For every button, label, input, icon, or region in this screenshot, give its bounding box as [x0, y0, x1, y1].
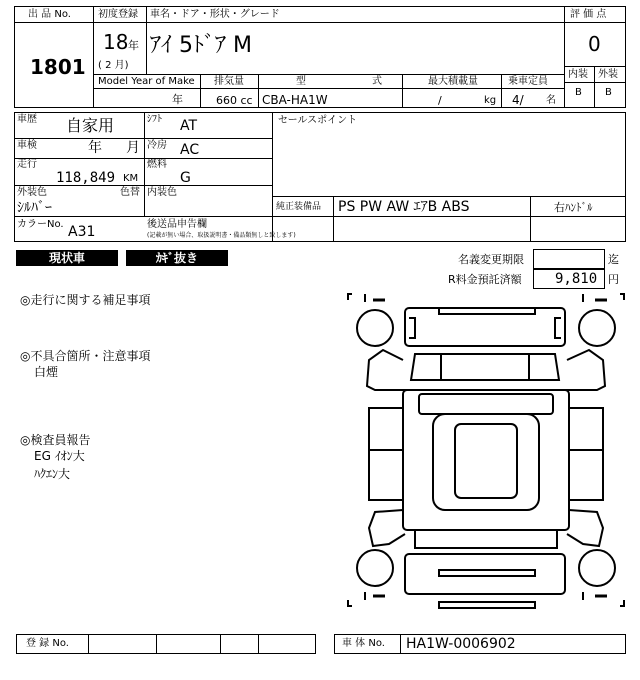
equipment-label: 純正装備品 [276, 202, 322, 212]
inspector-line-2: ﾊｸｴﾝ大 [34, 467, 71, 481]
ac: AC [180, 142, 200, 158]
displacement: 660 cc [216, 94, 253, 107]
max-load: / [438, 94, 442, 107]
steering: 右ﾊﾝﾄﾞﾙ [554, 201, 593, 214]
defects-text: 白煙 [34, 365, 59, 379]
car-name: ｱｲ 5ﾄﾞｱ M [150, 33, 252, 58]
registration-label: 登 録 No. [26, 638, 69, 649]
recycle-value: 9,810 [555, 271, 598, 287]
inspection-label: 車検 [17, 140, 37, 151]
shift: AT [180, 118, 198, 134]
recycle-label: R料金預託済額 [448, 273, 522, 286]
name-change-value-box [533, 249, 605, 269]
mileage: 118,849 [56, 170, 116, 186]
sales-point-label: セールスポイント [278, 115, 358, 126]
recycle-unit: 円 [608, 273, 619, 286]
model-label-b: 式 [372, 76, 382, 87]
history: 自家用 [66, 116, 115, 135]
fuel-label: 燃料 [147, 159, 167, 170]
fuel: G [180, 170, 191, 186]
driving-notes-title: ◎走行に関する補足事項 [20, 293, 151, 307]
interior-grade: B [575, 87, 582, 98]
lot-no-label: 出 品 No. [28, 9, 71, 20]
ac-label: 冷房 [147, 140, 167, 151]
capacity: 4/ [512, 93, 524, 107]
color-code: A31 [68, 224, 96, 240]
ext-color-label: 外装色 [17, 187, 47, 198]
max-load-unit: kg [484, 95, 497, 106]
post-delivery-note: (記載が無い場合、取扱説明書・備品類無しと致します) [147, 232, 296, 239]
name-change-label: 名義変更期限 [458, 253, 524, 266]
interior-label: 内装 [568, 69, 588, 80]
chassis-no: HA1W-0006902 [406, 636, 516, 652]
current-state-badge: 現状車 [16, 250, 118, 266]
color-code-label: カラーNo. [17, 219, 64, 230]
exterior-grade: B [605, 87, 612, 98]
post-delivery-label: 後送品申告欄 [147, 219, 207, 230]
car-name-label: 車名・ドア・形状・グレード [150, 9, 280, 20]
defects-title: ◎不具合箇所・注意事項 [20, 349, 151, 363]
car-damage-diagram [345, 290, 627, 612]
color-change-label: 色替 [120, 187, 140, 198]
history-label: 車歴 [17, 114, 37, 125]
reg-year: 18 [103, 30, 129, 54]
first-reg-label: 初度登録 [98, 9, 138, 20]
model-code: CBA-HA1W [262, 93, 328, 107]
exterior-label: 外装 [598, 69, 618, 80]
key-missing-badge: ｶｷﾞ抜き [126, 250, 228, 266]
inspection-month: 月 [126, 140, 140, 156]
capacity-unit: 名 [546, 95, 556, 106]
mileage-unit: KM [123, 173, 139, 184]
capacity-label: 乗車定員 [508, 76, 548, 87]
ext-color: ｼﾙﾊﾞｰ [17, 200, 52, 216]
reg-month: ( 2 月) [98, 60, 129, 71]
model-year-label: Model Year of Make [98, 76, 195, 87]
mileage-label: 走行 [17, 159, 37, 170]
score-label: 評 価 点 [570, 9, 607, 20]
displacement-label: 排気量 [214, 76, 244, 87]
max-load-label: 最大積載量 [428, 76, 478, 87]
name-change-unit: 迄 [608, 253, 619, 266]
inspection-year: 年 [88, 140, 102, 156]
model-year-unit: 年 [172, 93, 183, 106]
equipment: PS PW AW ｴｱB ABS [338, 199, 470, 215]
inspector-title: ◎検査員報告 [20, 433, 91, 447]
score: 0 [588, 32, 601, 56]
lot-no: 1801 [30, 55, 86, 79]
model-label-a: 型 [296, 76, 306, 87]
chassis-label: 車 体 No. [342, 638, 385, 649]
shift-label: ｼﾌﾄ [147, 114, 162, 125]
inspector-line-1: EG ｲｵﾝ大 [34, 449, 85, 463]
reg-year-unit: 年 [128, 39, 139, 52]
int-color-label: 内装色 [147, 187, 177, 198]
